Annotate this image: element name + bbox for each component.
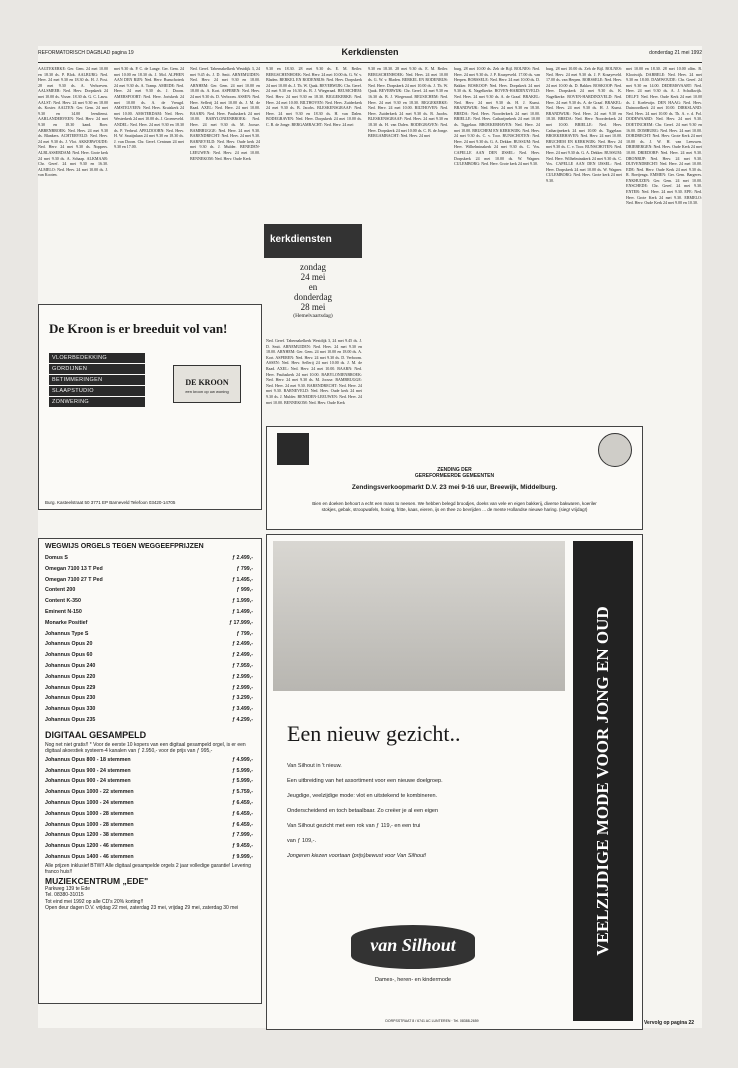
ad-line: Van Silhout gezicht met een rok van ƒ 119,- en een trui — [287, 823, 421, 829]
header-date: donderdag 21 mei 1992 — [649, 50, 702, 56]
price-row — [45, 596, 253, 607]
store-store-name: MUZIEKCENTRUM „EDE" — [45, 875, 149, 886]
date-line2: 24 mei — [300, 272, 326, 282]
item-name: Johannus Opus 240 — [45, 662, 96, 669]
item-price: ƒ 1.999,- — [232, 598, 253, 605]
item-price: ƒ 2.999,- — [232, 673, 253, 680]
column-2b: 9.30 en 18.30. 28 mei 9.30 ds. E. M. Reiler. BERGSCHENHOEK: Ned. Herv. 24 mei 10.00 ds. G. W. v. Bladen. BERKEL EN RODENRIJS: Ned. Herv. Dorpskerk 24 mei 10.00 ds. J. Th. W. Quak. BEVERWIJK: Chr. Geref. 24 mei 9.30 en 16.30 ds. B. J. Wiegeraad. BEUSICHEM: Ned. Herv. 24 mei 9.30 en 18.30. BIGGEKERKE: Ned. Herv. 24 mei 10.00. BILTHOVEN: Ned. Herv. Zuiderkerk 24 mei 9.30 ds. B. Jacobs. BLESKENSGRAAF: Ned. Herv. 24 mei 9.30 en 18.30 ds. H. van Dalen. BODEGRAVEN: Ned. Herv. Dorpskerk 24 mei 10.00 ds. C. B. de Jonge. BERGAMBACHT: Ned. Herv. 24 mei — [266, 66, 362, 127]
price-row — [45, 575, 253, 586]
service-item: BETIMMERINGEN — [49, 375, 145, 385]
price-row — [45, 661, 253, 672]
item-name: Johannus Opus 1000 - 28 stemmen — [45, 821, 134, 828]
zending-body: Bien en doeken behoort a echt een mass to neesen. We hebben belegd broodjes, doeks van vele en eigen bakkerij, diverse bakwaren, koeriler stokjes, gebak, stroopwafels, honing, fritte, kaas, eieren, ijs en thee zo bevrijden ... de mente Hollandse nieuwe haring. (sieg! vrijdag!) — [312, 501, 597, 512]
item-name: Eminent N-150 — [45, 608, 82, 615]
zending-seal — [598, 433, 632, 467]
item-name: Johannus Type S — [45, 630, 89, 637]
zending-title-2: GEREFORMEERDE GEMEENTEN — [414, 473, 495, 479]
item-price: ƒ 2.499,- — [232, 555, 253, 561]
kerkdiensten-banner-text: kerkdiensten — [270, 234, 332, 245]
price-row — [45, 618, 253, 629]
fashion-photo — [273, 541, 565, 691]
item-price: ƒ 799,- — [236, 630, 253, 637]
section-title: DIGITAAL GESAMPELD — [45, 729, 147, 740]
silhout-logo-text: van Silhout — [370, 935, 456, 955]
column-1b: mei 9.30 ds. P. C. de Lange. Ger. Gem. 24 mei 10.00 en 18.30 ds. J. Mol. ALPHEN AAN DEN RIJN: Ned. Herv. Bunschoterk 24 mei 9.30 ds. A. Tramp. AMEIDE: Ned. Herv. 24 mei 9.30 ds. J. Doorn. AMERSFOORT: Ned. Herv. Joriskerk 24 mei 10.00 ds. A. de Vreugd. AMSTELVEEN: Ned. Herv. Kruiskerk 24 mei 10.00. AMSTERDAM: Ned. Herv. Westerkerk 24 mei 10.00 ds. J. Groeneveld. ANDEL: Ned. Herv. 24 mei 9.30 en 18.30 ds. P. Verheul. APELDOORN: Ned. Herv. H. W. Sautijnlaan 24 mei 9.30 en 18.30 ds. J. van Doorn. Chr. Geref. Centrum 24 mei 9.30 en 17.00. — [114, 66, 184, 150]
price-row — [45, 820, 253, 831]
price-row — [45, 715, 253, 726]
column-3b: burg. 28 mei 10.00 ds. Zeh de Bijl. BOLNES: Ned. Herv. 24 mei 9.30 ds. J. P. Kraayeveld. 17.00 ds. van Herpen. BORSSELE: Ned. Herv. 24 mei 10.00 ds. D. Bakker. BOSKOOP: Ned. Herv. Dorpskerk 24 mei 9.30 ds. K. Nagelkerke. BOVEN-HARDINXVELD: Ned. Herv. 24 mei 9.30 ds. A. de Graaf. BRAKEL: Ned. Herv. 24 mei 9.30 ds. H. J. Kunst. BRANDWIJK: Ned. Herv. 24 mei 9.30 en 18.30. BREDA: Ned. Herv. Noorderkerk 24 mei 10.00. BRIELLE: Ned. Herv. Catharijnekerk 24 mei 10.00 ds. Tiggelaar. BROEKERHAVEN: Ned. Herv. 24 mei 10.00. BRUCHEM EN KERKWIJK: Ned. Herv. 24 mei 9.30 ds. C. v. Toor. BUNSCHOTEN: Ned. Herv. 24 mei 9.30 ds. G. A. Dekker. BUSSUM: Ned. Herv. Wilhelminakerk 24 mei 9.30 ds. C. Vos. CAPELLE AAN DEN IJSSEL: Ned. Herv. Dorpskerk 24 mei 10.00 ds. W. Wagner. CULEMBORG: Ned. Herv. Grote kerk 24 mei 9.30. — [546, 66, 622, 183]
silhout-address: DORPSSTRAAT 8 / 6741 AC LUNTEREN · Tel. 08388-2659 — [385, 1019, 479, 1023]
zending-main: Zendingsverkoopmarkt D.V. 23 mei 9-16 uur, Breewijk, Middelburg. — [351, 484, 558, 491]
silhout-tagline: Een nieuw gezicht.. — [287, 721, 461, 746]
item-price: ƒ 2.499,- — [232, 652, 253, 659]
silhout-ad — [266, 534, 643, 1030]
item-price: ƒ 5.759,- — [232, 789, 253, 796]
item-name: Johannus Opus 1000 - 24 stemmen — [45, 799, 134, 806]
ad-line: Onderscheidend en toch betaalbaar. Zo creëer je al een eigen — [287, 808, 439, 814]
kroon-address: Burg. Kasteelstraat 50 3771 EP Barneveld Telefoon 03420-14705 — [45, 500, 176, 505]
item-name: Monarke Positief — [45, 619, 88, 626]
item-name: Content 200 — [45, 587, 76, 594]
date-line6: (Hemelvaartsdag) — [293, 313, 333, 319]
item-name: Johannus Opus 220 — [45, 673, 96, 680]
item-price: ƒ 1.499,- — [232, 608, 253, 615]
price-row — [45, 852, 253, 863]
ad-line: Jeugdige, veelzijdige mode: vlot en uitstekend te kombineren. — [287, 793, 438, 799]
kroon-services — [49, 353, 145, 408]
price-row — [45, 830, 253, 841]
item-name: Johannus Opus 800 - 18 stemmen — [45, 756, 131, 763]
item-name: Johannus Opus 330 — [45, 706, 96, 713]
kerkdiensten-dates — [264, 262, 362, 320]
item-name: Johannus Opus 1000 - 28 stemmen — [45, 810, 134, 817]
service-item: VLOERBEDEKKING — [49, 353, 145, 363]
item-name: Johannus Opus 1400 - 46 stemmen — [45, 853, 134, 860]
section-title: Kerkdiensten — [341, 47, 399, 57]
zending-title-1: ZENDING DER — [437, 467, 472, 473]
ad-line: Jongeren kiezen voortaan (prijs)bewust voor Van Silhout! — [287, 853, 427, 859]
price-row — [45, 809, 253, 820]
kerkdiensten-banner — [264, 224, 362, 258]
service-item: ZONWERING — [49, 397, 145, 407]
price-row — [45, 693, 253, 704]
item-price: ƒ 5.999,- — [232, 778, 253, 785]
kroon-title: De Kroon is er breeduit vol van! — [49, 321, 228, 336]
price-row — [45, 798, 253, 809]
item-name: Johannus Opus 1000 - 22 stemmen — [45, 789, 134, 796]
column-1a: AAGTEKERKE: Ger. Gem. 24 mei 10.00 en 18.30 ds. P. Blok. AALBURG: Ned. Herv. 24 mei 9.30 en 18.30 ds. H. J. Post. 28 mei 9.30 ds. A. Verhoeven. AALSMEER: Ned. Herv. Dorpskerk 24 mei 10.00 ds. Visser. 18.30 ds. G. C. Lauw. AALST: Ned. Herv. 24 mei 9.30 en 18.00 ds. Koster. AALTEN: Ger. Gem. 24 mei 9.30 en 14.00 leesdienst. AARLANDERVEEN: Ned. Herv. 24 mei 9.30 en 18.30 kand. Boer. ABBENBROEK: Ned. Herv. 24 mei 9.30 ds. Blankers. ACHTERVELD: Ned. Herv. 24 mei 9.30 ds. J. Vlot. AKKERWOUDE: Ned. Herv. 24 mei 9.30 ds. Noppers. ALBLASSERDAM: Ned. Herv. Grote kerk 24 mei 9.30 ds. A. Schaap. ALKMAAR: Chr. Geref. 24 mei 9.30 en 16.30. ALMELO: Ned. Herv. 24 mei 10.00 ds. J. van Kooten. — [38, 66, 108, 178]
column-2a: Ned. Geref. Tabernakelkerk Westdijk 3, 24 mei 9.45 ds. J. D. Smit. ARNEMUIDEN: Ned. Herv. 24 mei 9.30 en 18.00. ARNHEM: Ger. Gem. 24 mei 10.00 en 18.00 ds. A. Kort. ASPEREN: Ned. Herv. 24 mei 9.30 ds. D. Verboom. ASSEN: Ned. Herv. Seflerij 24 mei 10.00 ds. J. M. de Raad. AXEL: Ned. Herv. 24 mei 10.00. BAARN: Ned. Herv. Pauluskerk 24 mei 10.00. BABYLONIENBROEK: Ned. Herv. 24 mei 9.30 ds. M. Joosse. BAMBRUGGE: Ned. Herv. 24 mei 9.30. BARENDRECHT: Ned. Herv. 24 mei 9.30. BARNEVELD: Ned. Herv. Oude kerk 24 mei 9.30 ds. J. Mulder. BENEDEN-LEEUWEN: Ned. Herv. 24 mei 10.00. BENNEKOM: Ned. Herv. Oude Kerk — [190, 66, 260, 161]
date-line4: donderdag — [294, 292, 332, 302]
kroon-logo — [173, 365, 241, 403]
column-2c: Ned. Geref. Tabernakelkerk Westdijk 3, 24 mei 9.45 ds. J. D. Smit. ARNEMUIDEN: Ned. Herv. 24 mei 9.30 en 18.00. ARNHEM: Ger. Gem. 24 mei 10.00 en 18.00 ds. A. Kort. ASPEREN: Ned. Herv. 24 mei 9.30 ds. D. Verboom. ASSEN: Ned. Herv. Seflerij 24 mei 10.00 ds. J. M. de Raad. AXEL: Ned. Herv. 24 mei 10.00. BAARN: Ned. Herv. Pauluskerk 24 mei 10.00. BABYLONIENBROEK: Ned. Herv. 24 mei 9.30 ds. M. Joosse. BAMBRUGGE: Ned. Herv. 24 mei 9.30. BARENDRECHT: Ned. Herv. 24 mei 9.30. BARNEVELD: Ned. Herv. Oude kerk 24 mei 9.30 ds. J. Mulder. BENEDEN-LEEUWEN: Ned. Herv. 24 mei 10.00. BENNEKOM: Ned. Herv. Oude Kerk — [266, 338, 362, 405]
item-name: Omegan 7100 27 T Ped — [45, 576, 103, 583]
item-name: Omegan 7100 13 T Ped — [45, 565, 103, 572]
item-price: ƒ 2.999,- — [232, 684, 253, 691]
section-intro: Nog net niet gratis!! * Voor de eerste 10 kopers van een digitaal gesampeld orgel, is er een digitaal akoestiek systeem-4 kanalen van ƒ 2.950,- voor de prijs van ƒ 995,- — [45, 741, 246, 755]
silhout-logo-sub: Dames-, heren- en kindermode — [374, 977, 452, 983]
store-promo: Tot eind mei 1992 op alle CD's 20% korting!! — [45, 898, 144, 905]
price-row — [45, 553, 253, 564]
continued-note: Vervolg op pagina 22 — [643, 1020, 694, 1026]
store-store-phone: Tel. 08380-31015 — [45, 892, 84, 899]
item-price: ƒ 9.459,- — [232, 843, 253, 850]
item-name: Johannus Opus 900 - 24 stemmen — [45, 767, 131, 774]
price-row — [45, 564, 253, 575]
price-row — [45, 629, 253, 640]
price-row — [45, 776, 253, 787]
item-name: Johannus Opus 1200 - 46 stemmen — [45, 843, 134, 850]
silhout-vertical-text: VEELZIJDIGE MODE VOOR JONG EN OUD — [593, 606, 612, 956]
item-price: ƒ 2.499,- — [232, 641, 253, 648]
notes: Alle prijzen inklusief BTW!! Alle digitaal gesampelde orgels 2 jaar volledige garantie! Levering franco huis!! — [45, 862, 251, 876]
item-price: ƒ 4.299,- — [232, 716, 253, 723]
organ-ad — [38, 538, 262, 1004]
ad-line: van ƒ 109,-. — [287, 838, 317, 844]
price-row — [45, 607, 253, 618]
item-name: Johannus Opus 229 — [45, 684, 96, 691]
price-row — [45, 755, 253, 766]
organ-title: WEGWIJS ORGELS TEGEN WEGGEEFPRIJZEN — [45, 543, 204, 550]
kroon-logo-sub: een kroon op uw woning — [185, 389, 229, 394]
item-price: ƒ 6.459,- — [232, 799, 253, 806]
column-3a: burg. 28 mei 10.00 ds. Zeh de Bijl. BOLNES: Ned. Herv. 24 mei 9.30 ds. J. P. Kraayeveld. 17.00 ds. van Herpen. BORSSELE: Ned. Herv. 24 mei 10.00 ds. D. Bakker. BOSKOOP: Ned. Herv. Dorpskerk 24 mei 9.30 ds. K. Nagelkerke. BOVEN-HARDINXVELD: Ned. Herv. 24 mei 9.30 ds. A. de Graaf. BRAKEL: Ned. Herv. 24 mei 9.30 ds. H. J. Kunst. BRANDWIJK: Ned. Herv. 24 mei 9.30 en 18.30. BREDA: Ned. Herv. Noorderkerk 24 mei 10.00. BRIELLE: Ned. Herv. Catharijnekerk 24 mei 10.00 ds. Tiggelaar. BROEKERHAVEN: Ned. Herv. 24 mei 10.00. BRUCHEM EN KERKWIJK: Ned. Herv. 24 mei 9.30 ds. C. v. Toor. BUNSCHOTEN: Ned. Herv. 24 mei 9.30 ds. G. A. Dekker. BUSSUM: Ned. Herv. Wilhelminakerk 24 mei 9.30 ds. C. Vos. CAPELLE AAN DEN IJSSEL: Ned. Herv. Dorpskerk 24 mei 10.00 ds. W. Wagner. CULEMBORG: Ned. Herv. Grote kerk 24 mei 9.30. — [454, 66, 540, 167]
item-name: Johannus Opus 235 — [45, 716, 96, 723]
kroon-ad — [38, 304, 262, 510]
item-price: ƒ 3.499,- — [232, 706, 253, 713]
price-row — [45, 841, 253, 852]
item-price: ƒ 799,- — [236, 565, 253, 572]
newspaper-page — [38, 46, 702, 1028]
silhout-vertical-banner — [573, 541, 633, 1021]
silhout-logo — [351, 925, 475, 969]
price-row — [45, 650, 253, 661]
item-name: Johannus Opus 1200 - 38 stemmen — [45, 832, 134, 839]
price-row — [45, 704, 253, 715]
item-price: ƒ 6.459,- — [232, 821, 253, 828]
zending-ad — [266, 426, 643, 530]
item-name: Content K-350 — [45, 598, 81, 605]
item-price: ƒ 3.299,- — [232, 695, 253, 702]
date-line1: zondag — [300, 262, 326, 272]
zending-title — [267, 467, 642, 479]
column-2d: 9.30 en 18.30. 28 mei 9.30 ds. E. M. Reiler. BERGSCHENHOEK: Ned. Herv. 24 mei 10.00 ds. G. W. v. Bladen. BERKEL EN RODENRIJS: Ned. Herv. Dorpskerk 24 mei 10.00 ds. J. Th. W. Quak. BEVERWIJK: Chr. Geref. 24 mei 9.30 en 16.30 ds. B. J. Wiegeraad. BEUSICHEM: Ned. Herv. 24 mei 9.30 en 18.30. BIGGEKERKE: Ned. Herv. 24 mei 10.00. BILTHOVEN: Ned. Herv. Zuiderkerk 24 mei 9.30 ds. B. Jacobs. BLESKENSGRAAF: Ned. Herv. 24 mei 9.30 en 18.30 ds. H. van Dalen. BODEGRAVEN: Ned. Herv. Dorpskerk 24 mei 10.00 ds. C. B. de Jonge. BERGAMBACHT: Ned. Herv. 24 mei — [368, 66, 448, 139]
date-line3: en — [308, 282, 318, 292]
item-price: ƒ 17.999,- — [229, 619, 253, 626]
item-name: Johannus Opus 60 — [45, 652, 93, 659]
column-4a: mei 10.00 en 18.30. 28 mei 10.00 olfm. B. Klootwijk. DABBELE: Ned. Herv. 24 mei 9.30 en 18.00. DAMWOUDE: Chr. Geref. 24 mei 9.30 en 14.00. DEDEMSVAART: Ned. Herv. 24 mei 9.30 ds. A. J. Schalkwijk. DELFT: Ned. Herv. Oude Kerk 24 mei 10.00 ds. J. Koelewijn. DEN HAAG: Ned. Herv. Duinoordkerk 24 mei 10.00. DIRKSLAND: Ned. Herv. 24 mei 10.00 ds. Th. A. v. d. Pol. DODEWAARD: Ned. Herv. 24 mei 9.30. DOETINCHEM: Chr. Geref. 24 mei 9.30 en 16.00. DOMBURG: Ned. Herv. 24 mei 10.00. DORDRECHT: Ned. Herv. Grote Kerk 24 mei 10.00 ds. J. W. H. van Leeuwen. DRIEBERGEN: Ned. Herv. Oude Kerk 24 mei 10.00. DRIEDORP: Ned. Herv. 24 mei 9.30. DRONRIJP: Ned. Herv. 24 mei 9.30. DUIVENDRECHT: Ned. Herv. 24 mei 10.00. EDE: Ned. Herv. Oude Kerk 24 mei 9.30 ds. R. Boeijenga. EMMEN: Ger. Gem. Bargeres. ENKHUIZEN: Ger. Gem. 24 mei 10.00. ENSCHEDE: Chr. Geref. 24 mei 9.30. ENTER: Ned. Herv. 24 mei 9.30. EPE: Ned. Herv. Grote Kerk 24 mei 9.30. ERMELO: Ned. Herv. Oude Kerk 24 mei 9.00 en 10.30. — [626, 66, 702, 206]
price-row — [45, 787, 253, 798]
service-item: GORDIJNEN — [49, 364, 145, 374]
price-row — [45, 585, 253, 596]
store-store-address: Parkweg 139 te Ede — [45, 885, 91, 892]
item-name: Johannus Opus 900 - 24 stemmen — [45, 778, 131, 785]
price-row — [45, 639, 253, 650]
price-row — [45, 672, 253, 683]
item-price: ƒ 7.999,- — [232, 832, 253, 839]
kroon-logo-name: DE KROON — [185, 378, 229, 387]
item-name: Johannus Opus 230 — [45, 695, 96, 702]
zending-emblem — [277, 433, 309, 465]
header-left: REFORMATORISCH DAGBLAD pagina 19 — [38, 50, 134, 56]
item-price: ƒ 999,- — [236, 587, 253, 594]
silhout-copy — [287, 759, 547, 864]
item-price: ƒ 5.999,- — [232, 767, 253, 774]
price-row — [45, 683, 253, 694]
ad-line: Een uitbreiding van het assortiment voor een nieuwe doelgroep. — [287, 778, 443, 784]
item-name: Johannus Opus 20 — [45, 641, 93, 648]
item-price: ƒ 6.459,- — [232, 810, 253, 817]
store-hours: Open deur dagen D.V. vrijdag 22 mei, zaterdag 23 mei, vrijdag 29 mei, zaterdag 30 mei — [45, 905, 239, 912]
item-price: ƒ 1.495,- — [232, 576, 253, 583]
item-price: ƒ 7.959,- — [232, 662, 253, 669]
date-line5: 28 mei — [300, 302, 326, 312]
page-header — [38, 46, 702, 63]
item-name: Domus S — [45, 555, 68, 561]
kerkdiensten-box — [264, 224, 362, 334]
item-price: ƒ 9.999,- — [232, 853, 253, 860]
item-price: ƒ 4.999,- — [232, 756, 253, 763]
ad-line: Van Silhout in 't nieuw. — [287, 763, 342, 769]
price-row — [45, 766, 253, 777]
organ-price-list — [45, 553, 253, 912]
service-item: SLAAPSTUDIO — [49, 386, 145, 396]
